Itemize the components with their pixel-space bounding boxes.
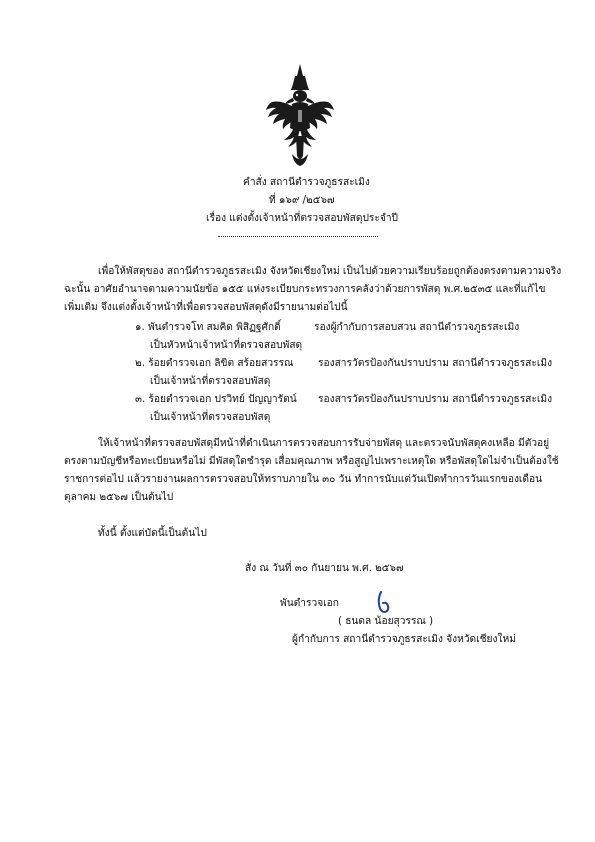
duty-line: ราชการต่อไป แล้วรายงานผลการตรวจสอบให้ทราบภายใน ๓๐ วัน ทำการนับแต่วันเปิดทำการวันแรกของเดือน [64,474,543,485]
intro-line: เพื่อให้พัสดุของ สถานีตำรวจภูธรสะเมิง จังหวัดเชียงใหม่ เป็นไปด้วยความเรียบร้อยถูกต้องตรงตามความจริง [98,266,562,277]
duty-line: ตรงตามบัญชีหรือทะเบียนหรือไม่ มีพัสดุใดชำรุด เสื่อมคุณภาพ หรือสูญไปเพราะเหตุใด หรือพัสดุใดไม่จำเป็นต้องใช้ [64,456,559,467]
order-subject: เรื่อง แต่งตั้งเจ้าหน้าที่ตรวจสอบพัสดุประจำปี [206,213,399,224]
order-title: คำสั่ง สถานีตำรวจภูธรสะเมิง [243,177,370,188]
intro-line: ฉะนั้น อาศัยอำนาจตามความนัยข้อ ๑๕๕ แห่งระเบียบกระทรวงการคลังว่าด้วยการพัสดุ พ.ศ.๒๕๓๕ และที่แก้ไข [64,284,546,295]
order-number: ที่ ๑๖๙ /๒๕๖๗ [269,195,335,206]
appointee-name: ๓. ร้อยตำรวจเอก ปรวิทย์ ปัญญารัตน์ [135,394,297,405]
signer-name: ( ธนดล น้อยสุวรรณ ) [338,616,434,627]
garuda-emblem-icon [262,62,338,172]
effective-line: ทั้งนี้ ตั้งแต่บัดนี้เป็นต้นไป [98,528,207,539]
signer-position: ผู้กำกับการ สถานีตำรวจภูธรสะเมิง จังหวัดเชียงใหม่ [292,634,516,645]
appointee-name: ๒. ร้อยตำรวจเอก ลิขิต สร้อยสวรรณ [135,358,294,369]
appointee-name: ๑. พันตำรวจโท สมคิด พิสิฏฐศักดิ์ [135,322,281,333]
signer-rank: พันตำรวจเอก [280,598,339,609]
appointee-role: รองสารวัตรป้องกันปราบปราม สถานีตำรวจภูธรสะเมิง [318,394,553,405]
appointee-role: รองผู้กำกับการสอบสวน สถานีตำรวจภูธรสะเมิง [314,322,520,333]
appointee-duty: เป็นเจ้าหน้าที่ตรวจสอบพัสดุ [150,376,271,387]
duty-line: ตุลาคม ๒๕๖๗ เป็นต้นไป [64,492,174,503]
appointee-duty: เป็นเจ้าหน้าที่ตรวจสอบพัสดุ [150,412,271,423]
divider [218,236,378,237]
duty-line: ให้เจ้าหน้าที่ตรวจสอบพัสดุมีหน้าที่ดำเนินการตรวจสอบการรับจ่ายพัสดุ และตรวจนับพัสดุคงเหลือ มีตัวอยู่ [98,438,550,449]
appointee-role: รองสารวัตรป้องกันปราบปราม สถานีตำรวจภูธรสะเมิง [318,358,553,369]
ordered-date: สั่ง ณ วันที่ ๓๐ กันยายน พ.ศ. ๒๕๖๗ [245,563,404,574]
appointee-duty: เป็นหัวหน้าเจ้าหน้าที่ตรวจสอบพัสดุ [150,340,303,351]
handwritten-signature [372,590,392,616]
intro-line: เพิ่มเติม จึงแต่งตั้งเจ้าหน้าที่เพื่อตรวจสอบพัสดุดังมีรายนามต่อไปนี้ [64,302,348,313]
